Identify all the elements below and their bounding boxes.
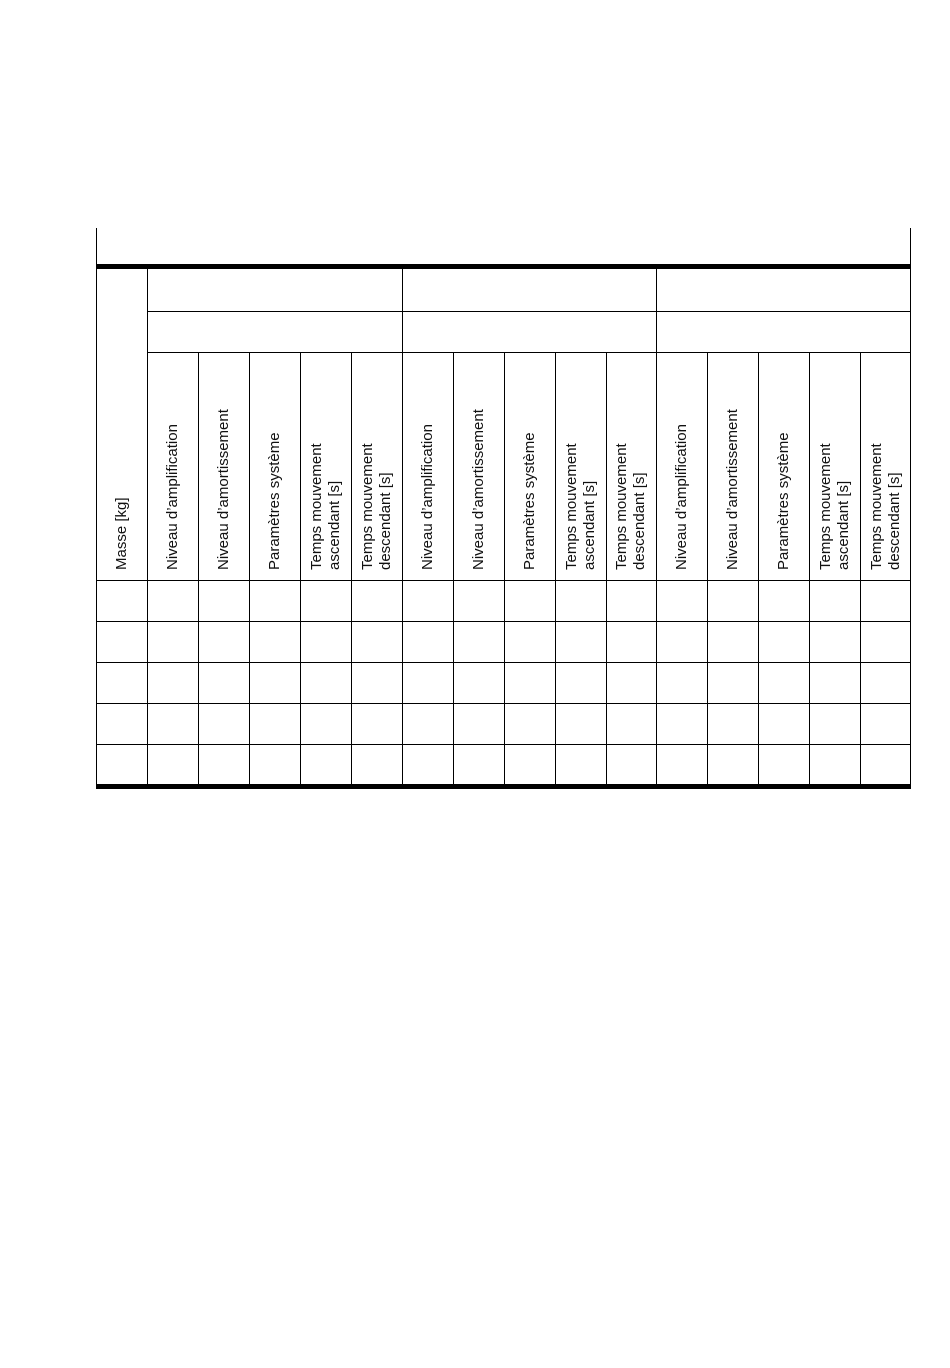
frame-right-edge xyxy=(910,228,911,266)
column-divider xyxy=(809,352,810,785)
column-header: Temps mouvement descendant [s] xyxy=(359,443,394,570)
column-header: Niveau d’amortissement xyxy=(470,409,487,570)
column-header: Niveau d’amortissement xyxy=(215,409,232,570)
column-divider xyxy=(453,352,454,785)
column-header: Temps mouvement ascendant [s] xyxy=(817,443,852,570)
column-divider xyxy=(402,264,403,785)
column-divider xyxy=(606,352,607,785)
column-divider xyxy=(656,264,657,785)
column-header: Niveau d’amortissement xyxy=(724,409,741,570)
column-header: Temps mouvement descendant [s] xyxy=(868,443,903,570)
column-header: Niveau d’amplification xyxy=(673,424,690,570)
column-header: Paramètres système xyxy=(266,432,283,570)
column-divider xyxy=(96,264,97,785)
column-divider xyxy=(707,352,708,785)
column-divider xyxy=(555,352,556,785)
column-divider xyxy=(910,264,911,785)
header-divider-2 xyxy=(147,352,911,353)
column-divider xyxy=(860,352,861,785)
frame-left-edge xyxy=(96,228,97,266)
table-top-rule xyxy=(96,264,911,269)
column-divider xyxy=(147,264,148,785)
column-header: Temps mouvement ascendant [s] xyxy=(308,443,343,570)
column-divider xyxy=(198,352,199,785)
column-header: Niveau d’amplification xyxy=(164,424,181,570)
column-divider xyxy=(504,352,505,785)
column-header: Paramètres système xyxy=(775,432,792,570)
column-divider xyxy=(758,352,759,785)
column-header: Paramètres système xyxy=(521,432,538,570)
column-divider xyxy=(249,352,250,785)
column-header: Temps mouvement descendant [s] xyxy=(613,443,648,570)
column-divider xyxy=(351,352,352,785)
column-header: Niveau d’amplification xyxy=(419,424,436,570)
header-divider-1 xyxy=(147,311,911,312)
masse-header: Masse [kg] xyxy=(113,497,130,570)
column-header: Temps mouvement ascendant [s] xyxy=(563,443,598,570)
column-divider xyxy=(300,352,301,785)
